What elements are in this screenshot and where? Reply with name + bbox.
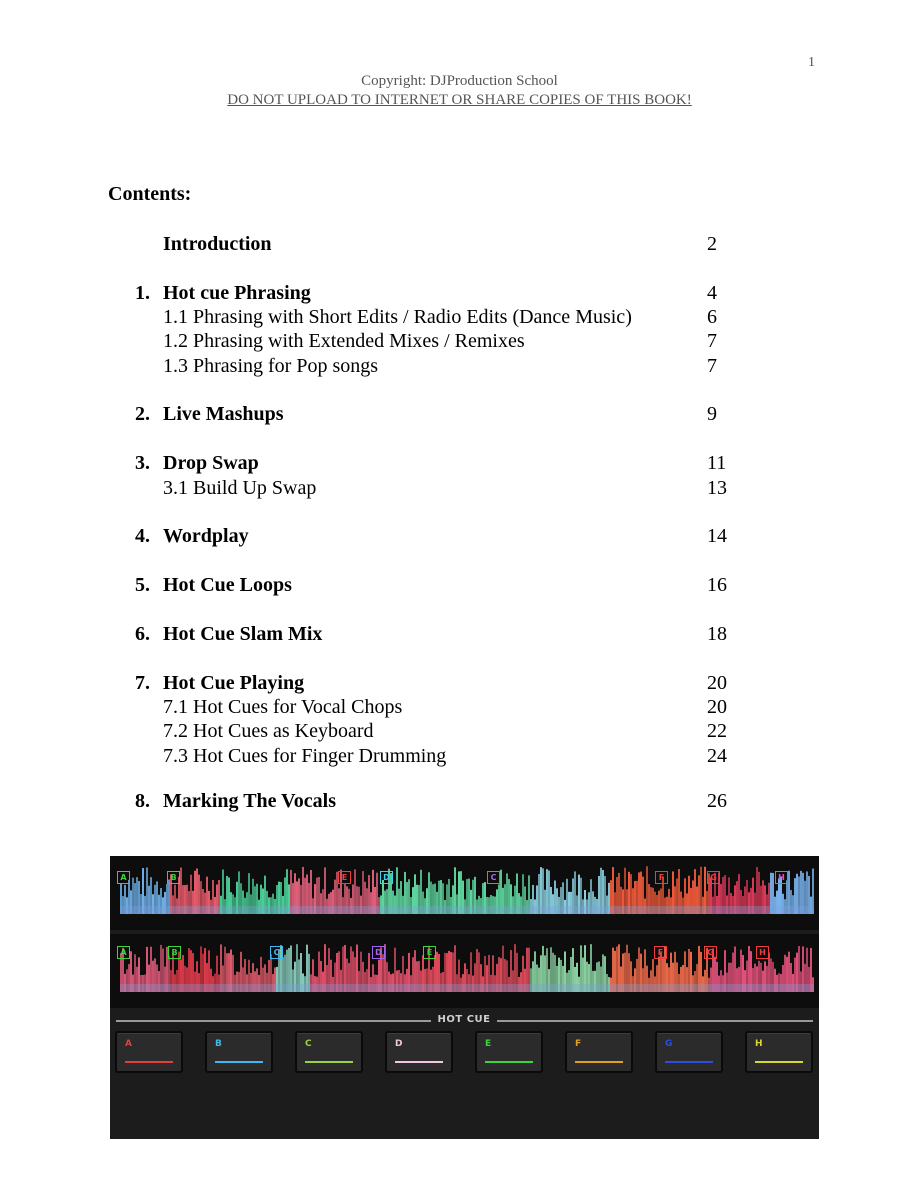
toc-page: 20 xyxy=(707,696,727,718)
cue-marker[interactable]: A xyxy=(117,946,130,959)
toc-page: 6 xyxy=(707,306,717,328)
pad-color-bar xyxy=(575,1061,623,1063)
toc-label: 1.2 Phrasing with Extended Mixes / Remixes xyxy=(163,330,525,352)
cue-marker[interactable]: E xyxy=(423,946,436,959)
toc-page: 16 xyxy=(707,574,727,596)
toc-label: Introduction xyxy=(163,233,272,255)
toc-page: 2 xyxy=(707,233,717,255)
copyright-notice xyxy=(0,72,919,110)
cue-marker[interactable]: D xyxy=(380,871,393,884)
toc-label: 7.1 Hot Cues for Vocal Chops xyxy=(163,696,403,718)
cue-marker[interactable]: B xyxy=(168,946,181,959)
cue-marker[interactable]: B xyxy=(167,871,180,884)
toc-page: 11 xyxy=(707,452,727,474)
hot-cue-pad[interactable] xyxy=(205,1031,273,1073)
hot-cue-pad[interactable] xyxy=(565,1031,633,1073)
toc-label: 1.1 Phrasing with Short Edits / Radio Edits (Dance Music) xyxy=(163,306,632,328)
pad-color-bar xyxy=(125,1061,173,1063)
toc-page: 13 xyxy=(707,477,727,499)
toc-number: 1. xyxy=(135,282,150,304)
toc-page: 7 xyxy=(707,330,717,352)
cue-marker[interactable]: G xyxy=(707,871,720,884)
toc-label: Wordplay xyxy=(163,525,249,547)
toc-page: 24 xyxy=(707,745,727,767)
copyright-line: Copyright: DJProduction School xyxy=(361,73,558,89)
toc-page: 7 xyxy=(707,355,717,377)
cue-marker[interactable]: G xyxy=(704,946,717,959)
pad-label: H xyxy=(755,1039,763,1049)
toc-page: 14 xyxy=(707,525,727,547)
toc-page: 9 xyxy=(707,403,717,425)
toc-label: Hot Cue Slam Mix xyxy=(163,623,323,645)
waveform-deck-1 xyxy=(110,856,819,930)
hot-cue-pad[interactable] xyxy=(475,1031,543,1073)
toc-label: Hot cue Phrasing xyxy=(163,282,311,304)
hot-cue-pad[interactable] xyxy=(655,1031,723,1073)
toc-label: Hot Cue Loops xyxy=(163,574,292,596)
toc-number: 7. xyxy=(135,672,150,694)
cue-marker[interactable]: E xyxy=(338,871,351,884)
divider xyxy=(116,1020,431,1022)
pad-label: A xyxy=(125,1039,132,1049)
hot-cue-pad[interactable] xyxy=(115,1031,183,1073)
toc-label: 7.3 Hot Cues for Finger Drumming xyxy=(163,745,447,767)
toc-label: 1.3 Phrasing for Pop songs xyxy=(163,355,379,377)
pad-color-bar xyxy=(215,1061,263,1063)
pad-label: E xyxy=(485,1039,492,1049)
toc-number: 3. xyxy=(135,452,150,474)
cue-marker[interactable]: A xyxy=(117,871,130,884)
hot-cue-pad[interactable] xyxy=(295,1031,363,1073)
divider xyxy=(497,1020,813,1022)
hot-cue-screenshot xyxy=(110,856,819,1139)
hot-cue-title: HOT CUE xyxy=(437,1014,491,1025)
page-number: 1 xyxy=(808,55,815,70)
pad-label: B xyxy=(215,1039,222,1049)
toc-number: 8. xyxy=(135,790,150,812)
cue-marker[interactable]: D xyxy=(372,946,385,959)
cue-marker[interactable]: F xyxy=(654,946,667,959)
toc-number: 4. xyxy=(135,525,150,547)
copyright-warning: DO NOT UPLOAD TO INTERNET OR SHARE COPIES OF THIS BOOK! xyxy=(227,92,692,108)
toc-number: 5. xyxy=(135,574,150,596)
toc-page: 18 xyxy=(707,623,727,645)
toc-label: Drop Swap xyxy=(163,452,259,474)
toc-page: 26 xyxy=(707,790,727,812)
cue-marker[interactable]: C xyxy=(270,946,283,959)
cue-marker[interactable]: C xyxy=(487,871,500,884)
hot-cue-pad[interactable] xyxy=(745,1031,813,1073)
toc-page: 4 xyxy=(707,282,717,304)
hot-cue-pad[interactable] xyxy=(385,1031,453,1073)
toc-label: Marking The Vocals xyxy=(163,790,336,812)
cue-marker[interactable]: H xyxy=(756,946,769,959)
toc-number: 6. xyxy=(135,623,150,645)
pad-color-bar xyxy=(755,1061,803,1063)
toc-label: Hot Cue Playing xyxy=(163,672,305,694)
toc-page: 22 xyxy=(707,720,727,742)
contents-heading: Contents: xyxy=(108,183,192,205)
cue-marker[interactable]: H xyxy=(775,871,788,884)
toc-label: Live Mashups xyxy=(163,403,284,425)
toc-number: 2. xyxy=(135,403,150,425)
cue-marker[interactable]: F xyxy=(655,871,668,884)
pad-label: D xyxy=(395,1039,403,1049)
toc-label: 3.1 Build Up Swap xyxy=(163,477,317,499)
pad-color-bar xyxy=(395,1061,443,1063)
pad-label: C xyxy=(305,1039,312,1049)
toc-label: 7.2 Hot Cues as Keyboard xyxy=(163,720,374,742)
pad-color-bar xyxy=(665,1061,713,1063)
toc-page: 20 xyxy=(707,672,727,694)
pad-label: G xyxy=(665,1039,673,1049)
pad-label: F xyxy=(575,1039,582,1049)
pad-color-bar xyxy=(485,1061,533,1063)
pad-color-bar xyxy=(305,1061,353,1063)
